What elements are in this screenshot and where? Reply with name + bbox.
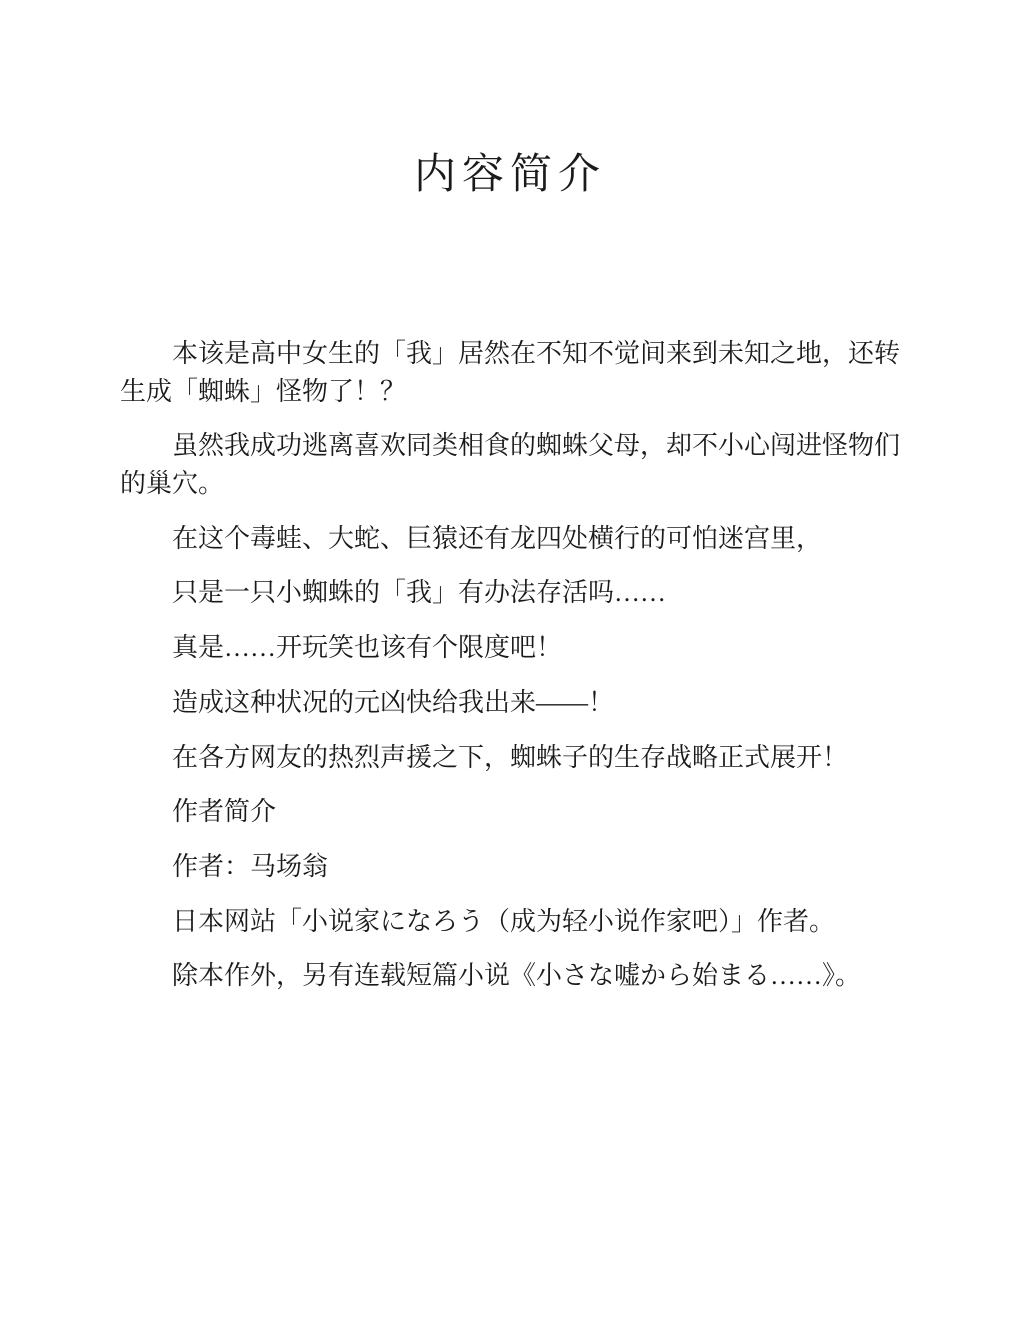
paragraph-synopsis-7: 在各方网友的热烈声援之下，蜘蛛子的生存战略正式展开！ [172,742,849,772]
body-text [120,335,900,995]
paragraph-synopsis-5: 真是……开玩笑也该有个限度吧！ [172,633,563,663]
paragraph-author-other-works: 除本作外，另有连载短篇小说《小さな嘘から始まる……》。 [172,961,862,991]
paragraph-author-intro-heading: 作者简介 [172,797,277,827]
paragraph-synopsis-6: 造成这种状况的元凶快给我出来——！ [172,687,615,717]
paragraph-synopsis-1: 本该是高中女生的「我」居然在不知不觉间来到未知之地，还转生成「蜘蛛」怪物了！？ [120,339,901,406]
paragraph-synopsis-3: 在这个毒蛙、大蛇、巨猿还有龙四处横行的可怕迷宫里， [172,523,823,553]
paragraph-author-name: 作者：马场翁 [172,851,329,881]
paragraph-synopsis-4: 只是一只小蜘蛛的「我」有办法存活吗…… [172,578,667,608]
page-title: 内容简介 [413,152,606,198]
paragraph-synopsis-2: 虽然我成功逃离喜欢同类相食的蜘蛛父母，却不小心闯进怪物们的巢穴。 [120,431,901,499]
paragraph-author-site: 日本网站「小说家になろう（成为轻小说作家吧）」作者。 [172,906,836,936]
